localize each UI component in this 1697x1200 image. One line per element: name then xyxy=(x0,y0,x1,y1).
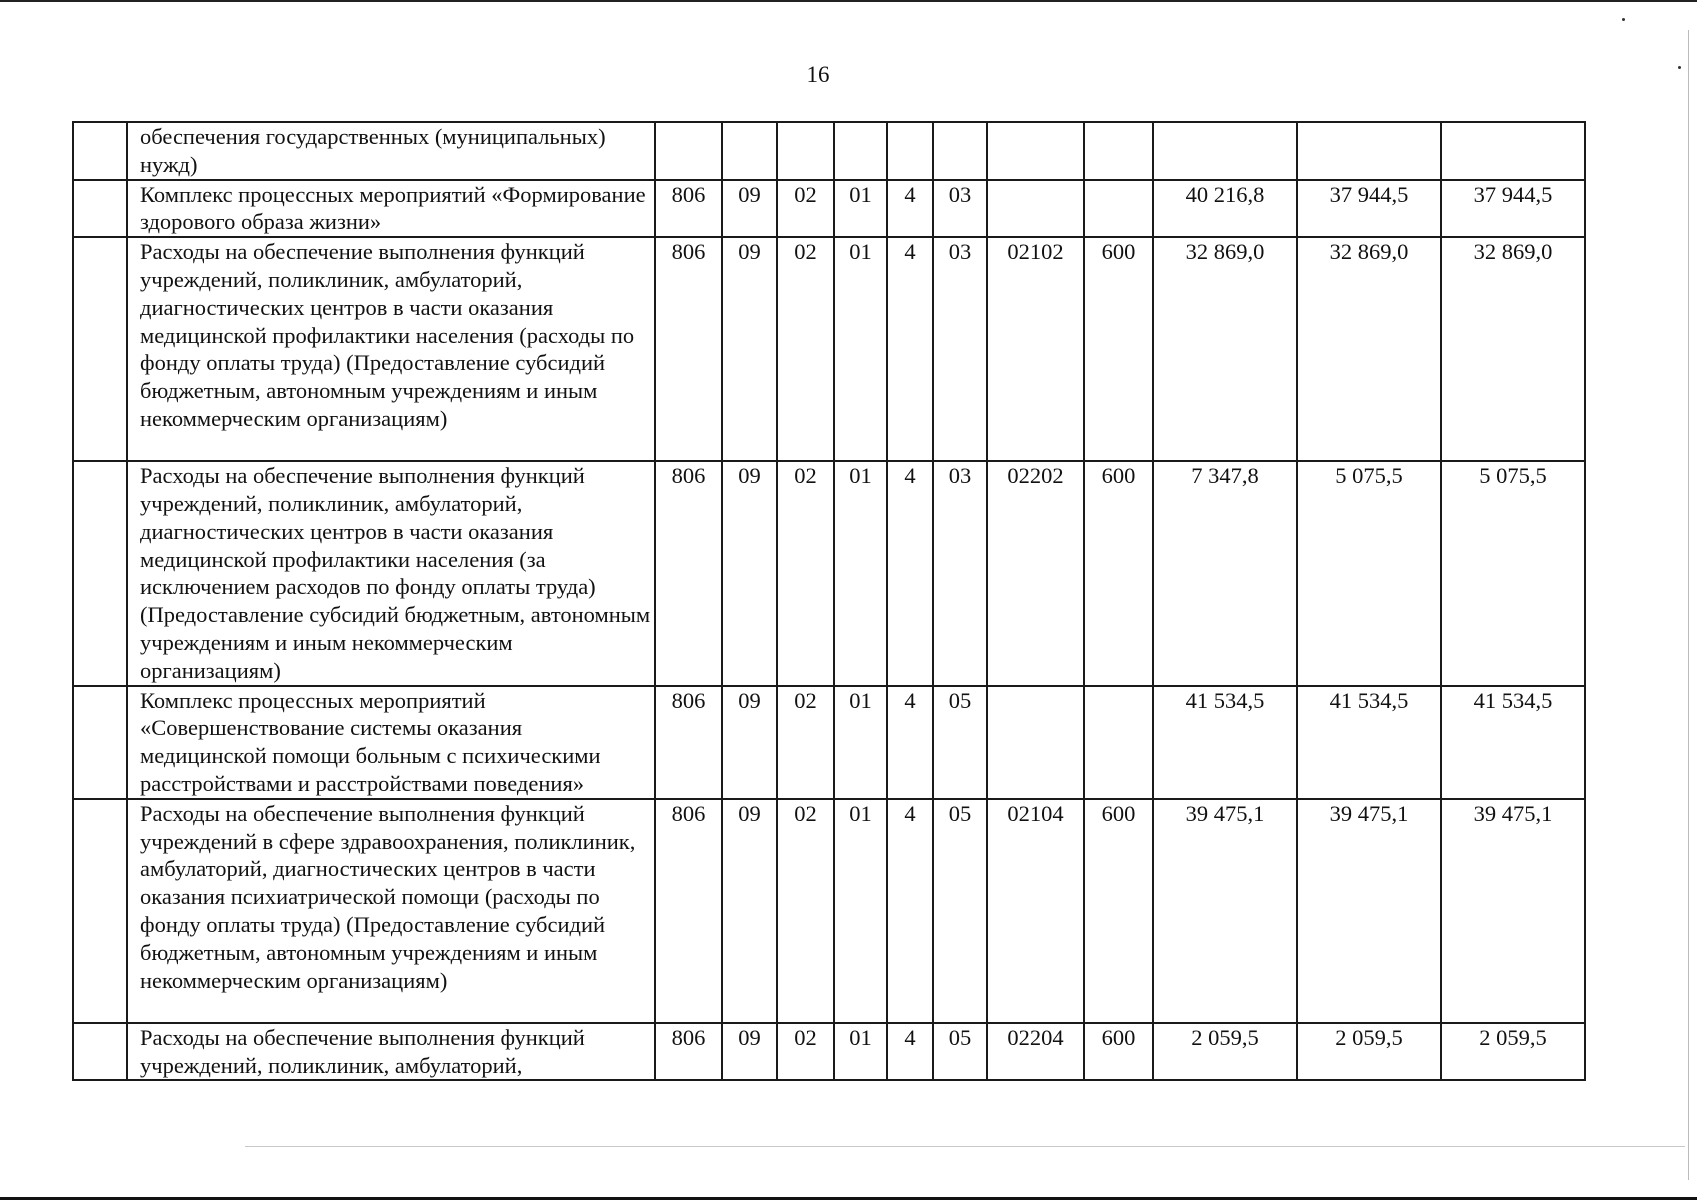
ministry-code-cell: 806 xyxy=(655,461,722,685)
scan-top-edge xyxy=(0,0,1697,2)
expense-type-cell xyxy=(1084,686,1153,799)
scan-speck xyxy=(1622,18,1625,21)
direction-code-cell xyxy=(887,122,933,180)
ministry-code-cell: 806 xyxy=(655,1023,722,1081)
expense-code-cell xyxy=(987,180,1084,238)
table-row xyxy=(73,686,1585,799)
sum-year-2-cell: 39 475,1 xyxy=(1297,799,1441,1023)
program-code-cell: 01 xyxy=(834,461,887,685)
scan-artifact-line xyxy=(245,1146,1685,1147)
program-code-cell: 01 xyxy=(834,237,887,461)
direction-code-cell: 4 xyxy=(887,1023,933,1081)
direction-code-cell: 4 xyxy=(887,180,933,238)
ministry-code-cell: 806 xyxy=(655,237,722,461)
sum-year-1-cell: 32 869,0 xyxy=(1153,237,1297,461)
expense-code-cell: 02202 xyxy=(987,461,1084,685)
table-row xyxy=(73,237,1585,461)
scan-speck xyxy=(1678,66,1681,69)
row-number-cell xyxy=(73,461,127,685)
section-code-cell: 09 xyxy=(722,799,777,1023)
sum-year-2-cell: 2 059,5 xyxy=(1297,1023,1441,1081)
expense-type-cell: 600 xyxy=(1084,799,1153,1023)
sum-year-3-cell xyxy=(1441,122,1585,180)
expense-type-cell xyxy=(1084,180,1153,238)
item-name-cell: Комплекс процессных мероприятий «Совершенствование системы оказания медицинской помощи больным с психическими расстройствами и расстройствами поведения» xyxy=(127,686,655,799)
sum-year-1-cell xyxy=(1153,122,1297,180)
sum-year-1-cell: 7 347,8 xyxy=(1153,461,1297,685)
subsection-code-cell: 02 xyxy=(777,237,834,461)
expense-type-cell: 600 xyxy=(1084,237,1153,461)
row-number-cell xyxy=(73,237,127,461)
table-row xyxy=(73,180,1585,238)
item-name-cell: Расходы на обеспечение выполнения функций учреждений, поликлиник, амбулаторий, xyxy=(127,1023,655,1081)
sum-year-3-cell: 5 075,5 xyxy=(1441,461,1585,685)
table-row xyxy=(73,1023,1585,1081)
sum-year-1-cell: 2 059,5 xyxy=(1153,1023,1297,1081)
ministry-code-cell: 806 xyxy=(655,686,722,799)
table-row xyxy=(73,461,1585,685)
sum-year-3-cell: 32 869,0 xyxy=(1441,237,1585,461)
section-code-cell: 09 xyxy=(722,686,777,799)
ministry-code-cell: 806 xyxy=(655,180,722,238)
section-code-cell: 09 xyxy=(722,237,777,461)
expense-type-cell: 600 xyxy=(1084,461,1153,685)
row-number-cell xyxy=(73,180,127,238)
scan-right-edge xyxy=(1688,30,1689,1180)
subsection-code-cell: 02 xyxy=(777,180,834,238)
ministry-code-cell: 806 xyxy=(655,799,722,1023)
sum-year-3-cell: 39 475,1 xyxy=(1441,799,1585,1023)
row-number-cell xyxy=(73,686,127,799)
row-number-cell xyxy=(73,799,127,1023)
ministry-code-cell xyxy=(655,122,722,180)
direction-code-cell: 4 xyxy=(887,237,933,461)
program-code-cell: 01 xyxy=(834,1023,887,1081)
subsection-code-cell: 02 xyxy=(777,799,834,1023)
item-name-cell: Расходы на обеспечение выполнения функций учреждений в сфере здравоохранения, поликлиник, амбулаторий, диагностических центров в части оказания психиатрической помощи (расходы по фонду оплаты труда) (Предоставление субсидий бюджетным, автономным учреждениям и иным некоммерческим организациям) xyxy=(127,799,655,1023)
item-name-cell: Расходы на обеспечение выполнения функций учреждений, поликлиник, амбулаторий, диагностических центров в части оказания медицинской профилактики населения (за исключением расходов по фонду оплаты труда) (Предоставление субсидий бюджетным, автономным учреждениям и иным некоммерческим организациям) xyxy=(127,461,655,685)
program-code-cell: 01 xyxy=(834,686,887,799)
subsection-code-cell: 02 xyxy=(777,461,834,685)
sum-year-2-cell: 37 944,5 xyxy=(1297,180,1441,238)
expense-code-cell xyxy=(987,686,1084,799)
budget-table xyxy=(72,121,1586,1081)
sum-year-1-cell: 41 534,5 xyxy=(1153,686,1297,799)
table-row xyxy=(73,122,1585,180)
row-number-cell xyxy=(73,1023,127,1081)
subsection-code-cell: 02 xyxy=(777,686,834,799)
expense-code-cell xyxy=(987,122,1084,180)
direction-code-cell: 4 xyxy=(887,461,933,685)
section-code-cell: 09 xyxy=(722,180,777,238)
complex-code-cell: 05 xyxy=(933,799,987,1023)
expense-code-cell: 02104 xyxy=(987,799,1084,1023)
direction-code-cell: 4 xyxy=(887,686,933,799)
item-name-cell: Комплекс процессных мероприятий «Формирование здорового образа жизни» xyxy=(127,180,655,238)
subsection-code-cell: 02 xyxy=(777,1023,834,1081)
item-name-cell: Расходы на обеспечение выполнения функций учреждений, поликлиник, амбулаторий, диагностических центров в части оказания медицинской профилактики населения (расходы по фонду оплаты труда) (Предоставление субсидий бюджетным, автономным учреждениям и иным некоммерческим организациям) xyxy=(127,237,655,461)
sum-year-3-cell: 37 944,5 xyxy=(1441,180,1585,238)
complex-code-cell: 03 xyxy=(933,180,987,238)
section-code-cell: 09 xyxy=(722,461,777,685)
sum-year-2-cell: 5 075,5 xyxy=(1297,461,1441,685)
expense-code-cell: 02204 xyxy=(987,1023,1084,1081)
page-number: 16 xyxy=(806,62,830,87)
program-code-cell: 01 xyxy=(834,180,887,238)
row-number-cell xyxy=(73,122,127,180)
item-name-cell: обеспечения государственных (муниципальных) нужд) xyxy=(127,122,655,180)
complex-code-cell: 05 xyxy=(933,686,987,799)
sum-year-2-cell: 41 534,5 xyxy=(1297,686,1441,799)
program-code-cell: 01 xyxy=(834,799,887,1023)
table-row xyxy=(73,799,1585,1023)
sum-year-3-cell: 2 059,5 xyxy=(1441,1023,1585,1081)
complex-code-cell: 03 xyxy=(933,237,987,461)
program-code-cell xyxy=(834,122,887,180)
sum-year-1-cell: 39 475,1 xyxy=(1153,799,1297,1023)
sum-year-2-cell xyxy=(1297,122,1441,180)
complex-code-cell xyxy=(933,122,987,180)
direction-code-cell: 4 xyxy=(887,799,933,1023)
expense-type-cell: 600 xyxy=(1084,1023,1153,1081)
sum-year-3-cell: 41 534,5 xyxy=(1441,686,1585,799)
section-code-cell xyxy=(722,122,777,180)
expense-code-cell: 02102 xyxy=(987,237,1084,461)
sum-year-2-cell: 32 869,0 xyxy=(1297,237,1441,461)
complex-code-cell: 05 xyxy=(933,1023,987,1081)
expense-type-cell xyxy=(1084,122,1153,180)
complex-code-cell: 03 xyxy=(933,461,987,685)
sum-year-1-cell: 40 216,8 xyxy=(1153,180,1297,238)
section-code-cell: 09 xyxy=(722,1023,777,1081)
subsection-code-cell xyxy=(777,122,834,180)
